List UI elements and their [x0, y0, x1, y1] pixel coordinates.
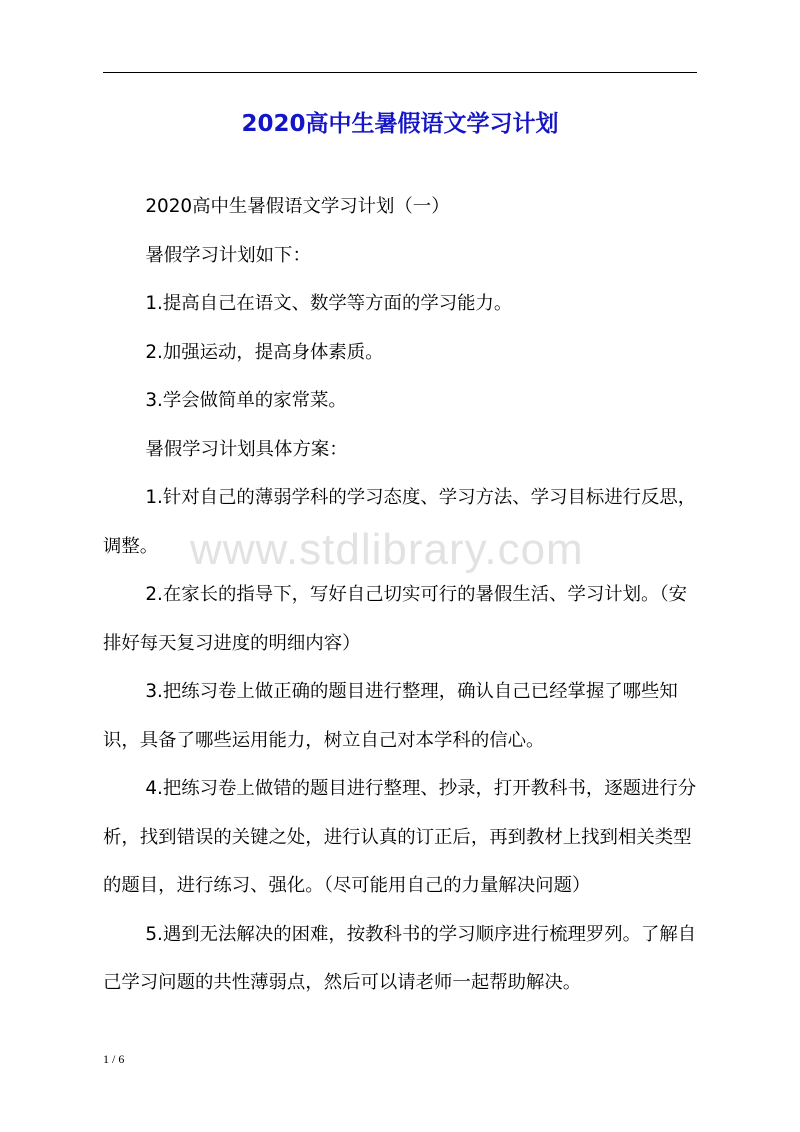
paragraph: 2.在家长的指导下，写好自己切实可行的暑假生活、学习计划。（安排好每天复习进度的明细内容） [103, 584, 687, 654]
paragraph: 暑假学习计划具体方案： [145, 438, 348, 460]
header-rule [103, 72, 697, 73]
paragraph: 4.把练习卷上做错的题目进行整理、抄录，打开教科书，逐题进行分析，找到错误的关键之处，进行认真的订正后，再到教材上找到相关类型的题目，进行练习、强化。（尽可能用自己的力量解决问题） [103, 778, 697, 896]
paragraph: 3.把练习卷上做正确的题目进行整理，确认自己已经掌握了哪些知识，具备了哪些运用能力，树立自己对本学科的信心。 [103, 681, 678, 751]
page-indicator: 1 / 6 [103, 1052, 125, 1066]
document-title: 2020高中生暑假语文学习计划 [241, 111, 559, 137]
paragraph: 1.针对自己的薄弱学科的学习态度、学习方法、学习目标进行反思，调整。 [103, 487, 697, 557]
paragraph: 2020高中生暑假语文学习计划（一） [145, 196, 450, 217]
paragraph: 3.学会做简单的家常菜。 [145, 390, 347, 411]
paragraph: 暑假学习计划如下： [145, 244, 311, 266]
paragraph: 1.提高自己在语文、数学等方面的学习能力。 [145, 293, 513, 314]
paragraph: 5.遇到无法解决的困难，按教科书的学习顺序进行梳理罗列。了解自己学习问题的共性薄弱点，然后可以请老师一起帮助解决。 [103, 923, 697, 993]
document-body [103, 183, 703, 1008]
watermark: www.stdlibrary.com [190, 525, 584, 574]
paragraph: 2.加强运动，提高身体素质。 [145, 341, 384, 363]
